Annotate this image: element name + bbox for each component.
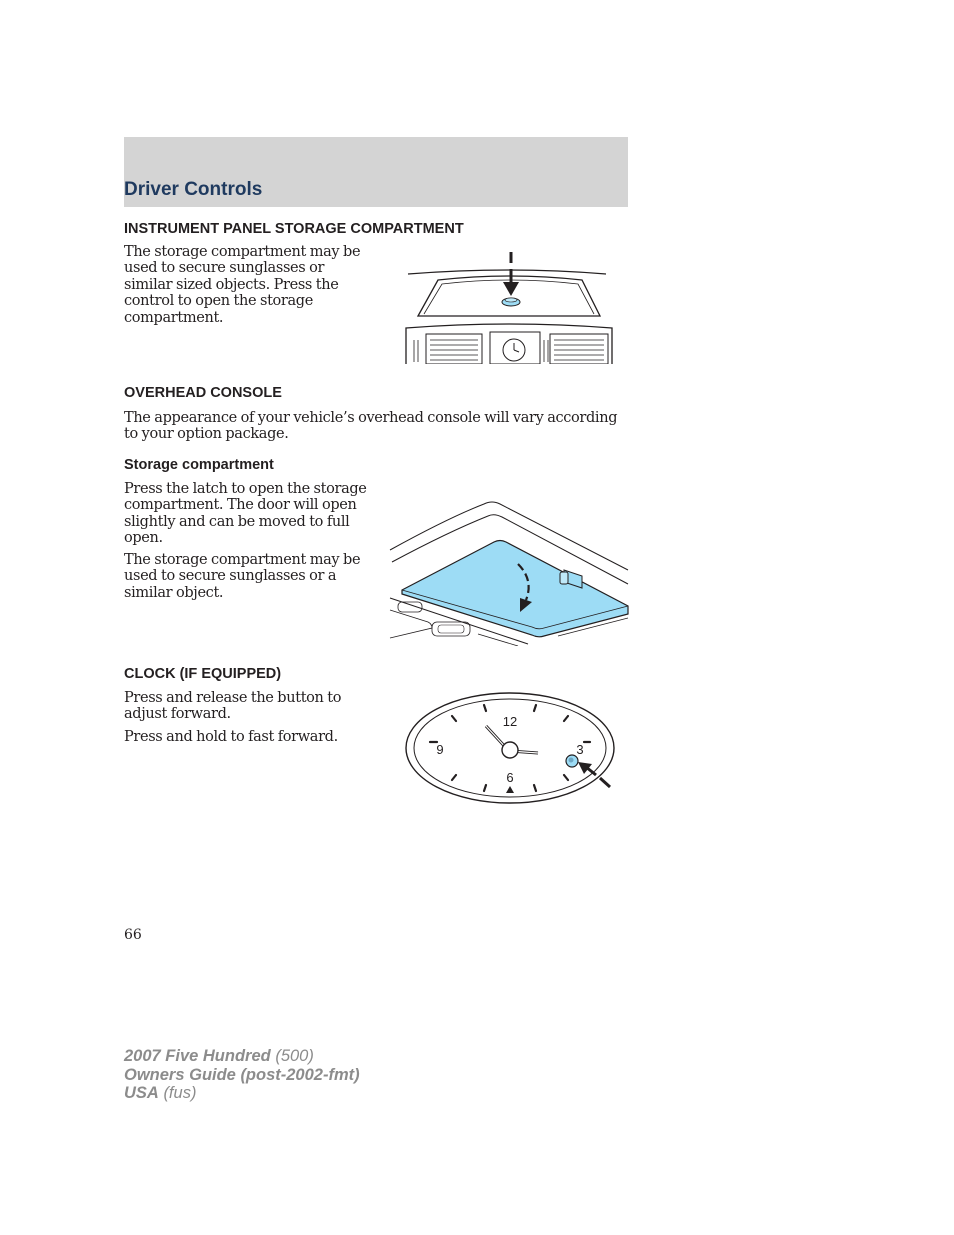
heading-instrument-panel-storage: INSTRUMENT PANEL STORAGE COMPARTMENT: [124, 221, 464, 237]
paragraph-clock-adjust: Press and release the button to adjust forward.: [124, 690, 342, 723]
section-header-band: [124, 137, 628, 207]
footer-line-2: [124, 1066, 360, 1085]
clock-numeral-3: 3: [576, 742, 584, 757]
document-footer: [124, 1047, 360, 1103]
footer-market-code: (fus): [163, 1084, 197, 1102]
section-title: Driver Controls: [124, 179, 263, 200]
overhead-console-illustration: [388, 498, 630, 646]
paragraph-storage-latch: Press the latch to open the storage compartment. The door will open slightly and can be moved to full open.: [124, 481, 367, 547]
footer-line-3: [124, 1084, 360, 1103]
paragraph-overhead-console: The appearance of your vehicle’s overhead console will vary according to your option package.: [124, 410, 618, 443]
clock-numeral-6: 6: [506, 770, 514, 785]
clock-numeral-12: 12: [502, 714, 518, 729]
clock-numeral-9: 9: [436, 742, 444, 757]
footer-model: 2007 Five Hundred: [124, 1047, 271, 1065]
page-number: 66: [124, 927, 142, 943]
paragraph-storage-use: The storage compartment may be used to secure sunglasses or a similar object.: [124, 552, 361, 601]
footer-model-code: (500): [275, 1047, 314, 1065]
heading-overhead-console: OVERHEAD CONSOLE: [124, 385, 282, 401]
footer-guide: Owners Guide (post-2002-fmt): [124, 1065, 360, 1084]
paragraph-clock-fast-forward: Press and hold to fast forward.: [124, 729, 338, 745]
instrument-panel-storage-illustration: [400, 248, 620, 364]
heading-clock: CLOCK (IF EQUIPPED): [124, 666, 282, 682]
footer-line-1: [124, 1047, 360, 1066]
footer-market: USA: [124, 1084, 159, 1102]
paragraph-instrument-panel-storage: The storage compartment may be used to secure sunglasses or similar sized objects. Press the control to open the storage compartment.: [124, 244, 361, 326]
heading-storage-compartment: Storage compartment: [124, 457, 274, 473]
clock-illustration: [400, 690, 622, 810]
